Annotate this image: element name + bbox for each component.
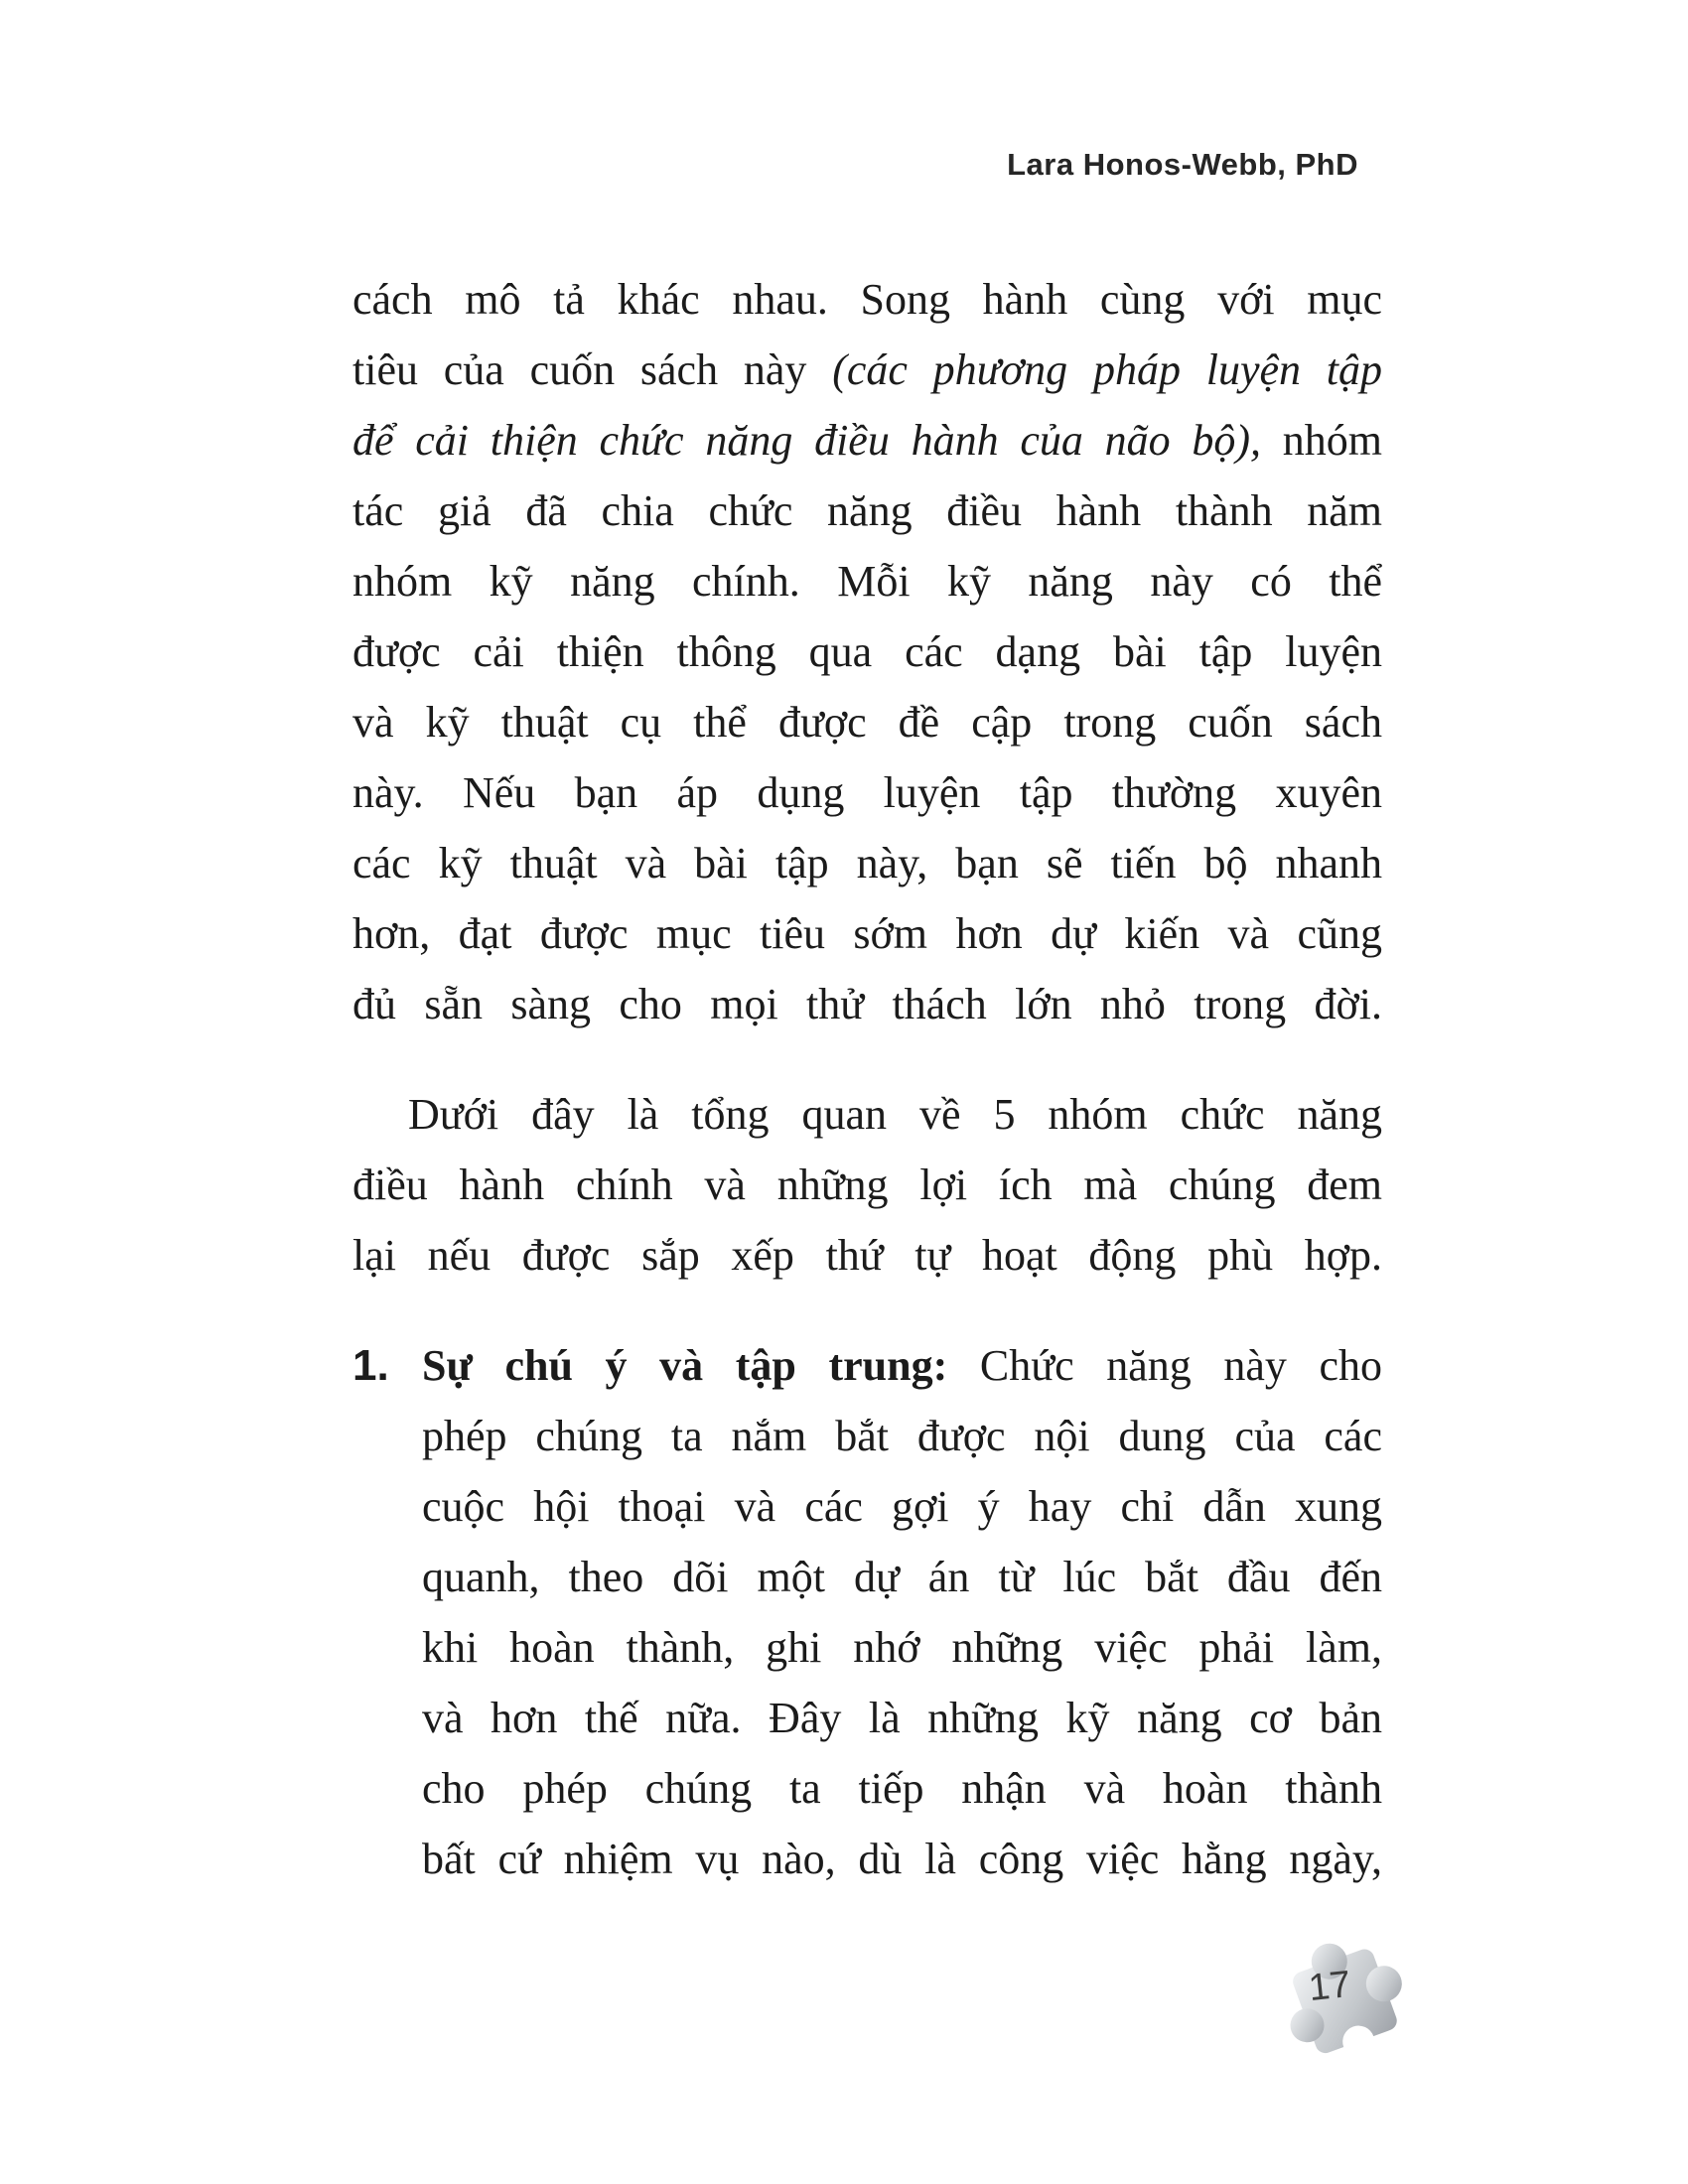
text-line (352, 405, 1382, 476)
text-run: cuộc hội thoại và các gợi ý hay chỉ dẫn xung (422, 1482, 1382, 1531)
text-line (352, 546, 1382, 616)
text-line (352, 898, 1382, 969)
text-run: đủ sẵn sàng cho mọi thử thách lớn nhỏ trong đời. (352, 980, 1382, 1028)
text-run: được cải thiện thông qua các dạng bài tập luyện (352, 627, 1382, 676)
text-run: phép chúng ta nắm bắt được nội dung của các (422, 1412, 1382, 1460)
text-line (422, 1542, 1382, 1612)
text-run: Chức năng này cho (947, 1341, 1382, 1390)
text-line (352, 1079, 1382, 1150)
text-line (422, 1824, 1382, 1894)
text-run: và kỹ thuật cụ thể được đề cập trong cuốn sách (352, 698, 1382, 747)
list-number: 1. (352, 1341, 389, 1390)
text-line (352, 335, 1382, 405)
text-line (352, 828, 1382, 898)
text-run: tác giả đã chia chức năng điều hành thành năm (352, 486, 1382, 535)
text-run: khi hoàn thành, ghi nhớ những việc phải làm, (422, 1623, 1382, 1672)
list-item (352, 1330, 1382, 1894)
text-run: nhóm kỹ năng chính. Mỗi kỹ năng này có thể (352, 557, 1382, 606)
text-line (422, 1401, 1382, 1471)
list-text (422, 1330, 1382, 1894)
text-run: này. Nếu bạn áp dụng luyện tập thường xuyên (352, 768, 1382, 817)
text-run: bất cứ nhiệm vụ nào, dù là công việc hằng ngày, (422, 1835, 1382, 1883)
text-run: Dưới đây là tổng quan về 5 nhóm chức năng (408, 1090, 1382, 1139)
footer-pagemark (1287, 1942, 1408, 2063)
text-line (352, 687, 1382, 757)
text-line (352, 1150, 1382, 1220)
text-run: cách mô tả khác nhau. Song hành cùng với mục (352, 275, 1382, 324)
text-line (352, 1220, 1382, 1291)
text-run: tiêu của cuốn sách này (352, 345, 833, 394)
italic-run: (các phương pháp luyện tập (832, 345, 1383, 394)
text-line (352, 616, 1382, 687)
text-run: và hơn thế nữa. Đây là những kỹ năng cơ bản (422, 1694, 1382, 1742)
text-line (422, 1683, 1382, 1753)
text-line (422, 1330, 1382, 1401)
text-run: quanh, theo dõi một dự án từ lúc bắt đầu đến (422, 1553, 1382, 1601)
text-run: nhóm (1261, 416, 1382, 465)
text-line (352, 476, 1382, 546)
text-line (422, 1471, 1382, 1542)
page-number: 17 (1306, 1963, 1353, 2010)
italic-run: để cải thiện chức năng điều hành của não bộ), (352, 416, 1262, 465)
text-run: lại nếu được sắp xếp thứ tự hoạt động phù hợp. (352, 1231, 1382, 1280)
text-column (352, 264, 1382, 1894)
text-line (352, 757, 1382, 828)
text-run: cho phép chúng ta tiếp nhận và hoàn thành (422, 1764, 1382, 1813)
paragraph (352, 1079, 1382, 1291)
paragraph (352, 264, 1382, 1039)
bold-run: Sự chú ý và tập trung: (422, 1341, 948, 1390)
text-line (352, 264, 1382, 335)
running-head: Lara Honos-Webb, PhD (1007, 147, 1358, 182)
text-line (422, 1612, 1382, 1683)
text-run: điều hành chính và những lợi ích mà chúng đem (352, 1160, 1382, 1209)
text-run: các kỹ thuật và bài tập này, bạn sẽ tiến bộ nhanh (352, 839, 1382, 887)
text-line (422, 1753, 1382, 1824)
text-run: hơn, đạt được mục tiêu sớm hơn dự kiến và cũng (352, 909, 1382, 958)
text-line (352, 969, 1382, 1039)
